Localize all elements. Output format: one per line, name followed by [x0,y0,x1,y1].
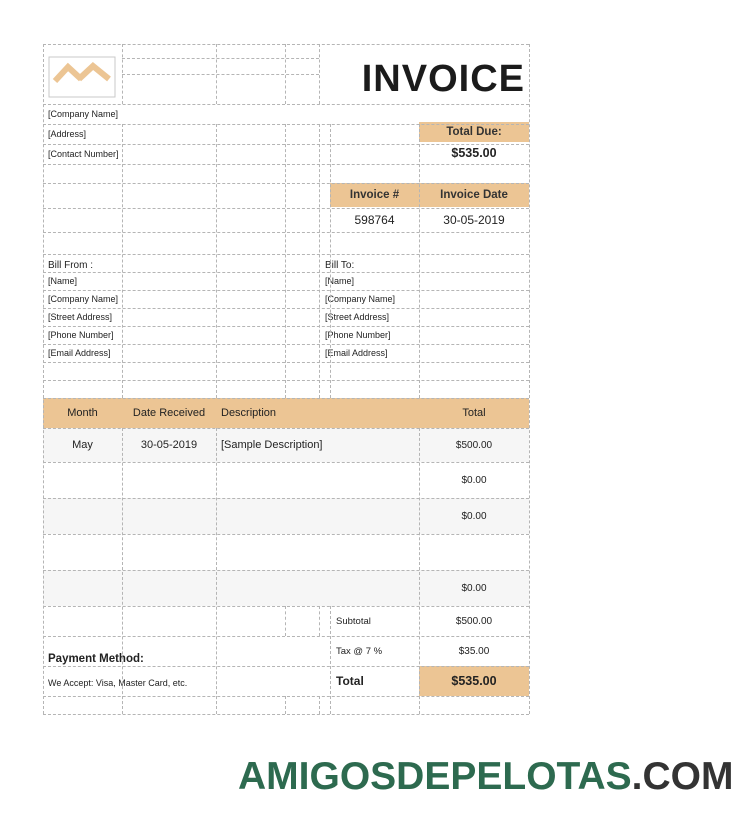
invoice-title: INVOICE [361,58,525,100]
col-header-description: Description [221,407,277,419]
col-header-month: Month [67,407,98,419]
invoice-sheet [43,44,529,714]
total-label: Total [336,674,364,688]
watermark-brand [238,757,733,797]
company-name: [Company Name] [48,109,119,119]
row-3-total: $0.00 [461,510,487,522]
invoice-date-label: Invoice Date [440,189,508,201]
bill-from-street: [Street Address] [48,312,113,322]
tax-value: $35.00 [458,645,490,657]
tax-label: Tax @ 7 % [336,645,383,657]
row-1-month: May [72,439,93,451]
payment-method-heading: Payment Method: [48,653,144,665]
subtotal-value: $500.00 [455,615,493,627]
bill-from-name: [Name] [48,276,78,286]
company-logo [49,57,115,97]
row-1-total: $500.00 [455,439,493,451]
row-1-date: 30-05-2019 [140,439,198,451]
company-address: [Address] [48,129,87,139]
bill-to-email: [Email Address] [325,348,388,358]
subtotal-label: Subtotal [336,615,371,627]
bill-from-company: [Company Name] [48,294,119,304]
invoice-number-value: 598764 [354,213,395,227]
payment-accepted: We Accept: Visa, Master Card, etc. [48,678,188,688]
total-due-label: Total Due: [446,126,502,138]
total-value: $535.00 [451,674,497,688]
col-header-total: Total [462,407,486,419]
row-2-total: $0.00 [461,474,487,486]
total-due-value: $535.00 [451,146,497,160]
row-4-total [419,534,529,570]
watermark-suffix: .COM [631,755,733,798]
bill-to-phone: [Phone Number] [325,330,391,340]
bill-from-heading: Bill From : [48,259,93,271]
watermark-main: AMIGOSDEPELOTAS [238,755,632,798]
row-5-total: $0.00 [461,582,487,594]
row-1-description: [Sample Description] [221,439,323,451]
col-header-date: Date Received [132,407,206,419]
bill-from-phone: [Phone Number] [48,330,114,340]
bill-to-street: [Street Address] [325,312,390,322]
bill-to-company: [Company Name] [325,294,396,304]
invoice-number-label: Invoice # [349,189,400,201]
company-contact: [Contact Number] [48,149,119,159]
bill-to-name: [Name] [325,276,355,286]
bill-from-email: [Email Address] [48,348,111,358]
invoice-date-value: 30-05-2019 [443,213,505,227]
bill-to-heading: Bill To: [325,259,355,271]
